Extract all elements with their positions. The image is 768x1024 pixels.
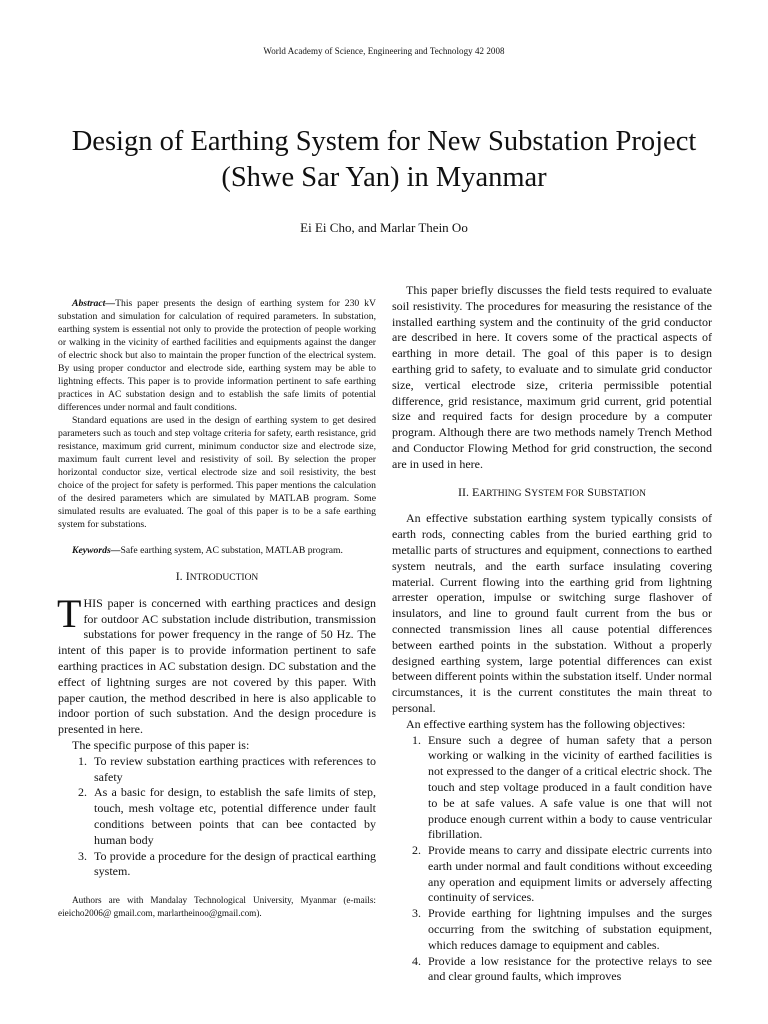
keywords-paragraph [58, 544, 376, 557]
abstract-text: This paper presents the design of earthing system for 230 kV substation and simulation for calculation of required parameters. In substation, earthing system is essential not only to provide the protection of people working or walking in the vicinity of earthed facilities and equipments against the danger of electric shock but also to maintain the proper function of the electrical system. By using proper conductor and electrode side, earthing system may be able to lightning effects. This paper is to provide information pertinent to safe earthing practices in AC substation design and to establish the safe limits of potential differences under normal and fault conditions. [58, 298, 376, 413]
author-line: Ei Ei Cho, and Marlar Thein Oo [300, 220, 468, 235]
purpose-list [58, 754, 376, 880]
list-item: 2. Provide means to carry and dissipate electric currents into earth under normal and fault conditions without exceeding any operation and equipment limits or adversely affecting continuity of services. [424, 843, 712, 906]
intro-paragraph-2: The specific purpose of this paper is: [72, 737, 250, 752]
keywords-label: Keywords— [72, 545, 121, 556]
right-paragraph-2: An effective substation earthing system typically consists of earth rods, connecting cables from the buried earthing grid to metallic parts of structures and equipment, connections to earthed system neutrals, and the earth surface insulating covering material. Current flowing into the earthing grid from lightning arrester operation, impulse or switching surge flashover of insulators, and line to ground fault current from the bus or connected transmission lines all cause potential differences between earthed points in the substation. Without a properly designed earthing system, large potential differences can exist between different points within the substation itself. Under normal circumstances, it is the current constitutes the main threat to personal. [392, 511, 712, 715]
author-footnote: Authors are with Mandalay Technological University, Myanmar (e-mails: eieicho2006@ gmail.com, marlartheinoo@gmail.com). [58, 895, 376, 918]
list-item: 1. Ensure such a degree of human safety that a person working or walking in the vicinity of earthed facilities is not expressed to the danger of a critical electric shock. The touch and step voltage produced in a fault condition have to be at safe values. A safe value is one that will not produce enough current within a body to cause ventricular fibrillation. [424, 733, 712, 844]
section-heading-introduction: I. INTRODUCTION [175, 569, 259, 583]
abstract-paragraph-2: Standard equations are used in the design of earthing system to get desired parameters such as touch and step voltage criteria for safety, earth resistance, grid resistance, maximum grid current, minimum conductor size and electrode size, maximum fault current level and resistivity of soil. By selection the proper horizontal conductor size, vertical electrode size and soil resistivity, the best choice of the project for safety is performed. This paper mentions the calculation of the desired parameters which are simulated by MATLAB program. Some simulated results are evaluated. The goal of this paper is to be a safe earthing system for substations. [58, 415, 376, 530]
right-paragraph-1: This paper briefly discusses the field tests required to evaluate soil resistivity. The procedures for measuring the resistance of the installed earthing system and the continuity of the grid conductor are described in here. It covers some of the practical aspects of earthing in more detail. The goal of this paper is to design earthing grid to safety, to evaluate and to simulate grid conductor size, vertical electrode size, criteria permissible potential difference, grid resistance, maximum grid current, grid potential size and required facts for design procedure by a computer program. Although there are two methods namely Trench Method and Conductor Flowing Method for grid construction, the second are in used in here. [392, 283, 712, 471]
list-item: 2. As a basic for design, to establish the safe limits of step, touch, mesh voltage etc, potential difference under fault conditions between points that can bee contacted by human body [90, 785, 376, 848]
abstract-label: Abstract— [72, 298, 116, 309]
right-paragraph-3: An effective earthing system has the following objectives: [406, 716, 686, 731]
list-item: 3. Provide earthing for lightning impulses and the surges occurring from the switching of substation equipment, which reduces damage to equipment and cables. [424, 906, 712, 953]
list-item: 4. Provide a low resistance for the protective relays to see and clear ground faults, which improves [424, 954, 712, 986]
list-item: 1. To review substation earthing practices with references to safety [90, 754, 376, 786]
right-column [392, 283, 712, 985]
section-heading-earthing-system: II. EARTHING SYSTEM FOR SUBSTATION [458, 484, 646, 499]
objectives-list [392, 733, 712, 986]
list-item: 3. To provide a procedure for the design of practical earthing system. [90, 849, 376, 881]
drop-cap: T [57, 590, 82, 636]
intro-paragraph-1: THIS paper is concerned with earthing practices and design for outdoor AC substation include distribution, transmission substations for power frequency in the range of 50 Hz. The intent of this paper is to provide information pertinent to safe earthing practices in AC substation design. DC substation and the effect of lightning surges are not covered by this paper. With paper caution, the method described in here is also applicable to indoor portion of such substation. And the design procedure is presented in here. [57, 590, 376, 737]
paper-title: Design of Earthing System for New Substation Project (Shwe Sar Yan) in Myanmar [71, 126, 697, 193]
running-header: World Academy of Science, Engineering and Technology 42 2008 [263, 46, 505, 56]
abstract-paragraph [58, 297, 376, 414]
keywords-text: Safe earthing system, AC substation, MATLAB program. [120, 545, 343, 556]
left-column [58, 297, 376, 919]
